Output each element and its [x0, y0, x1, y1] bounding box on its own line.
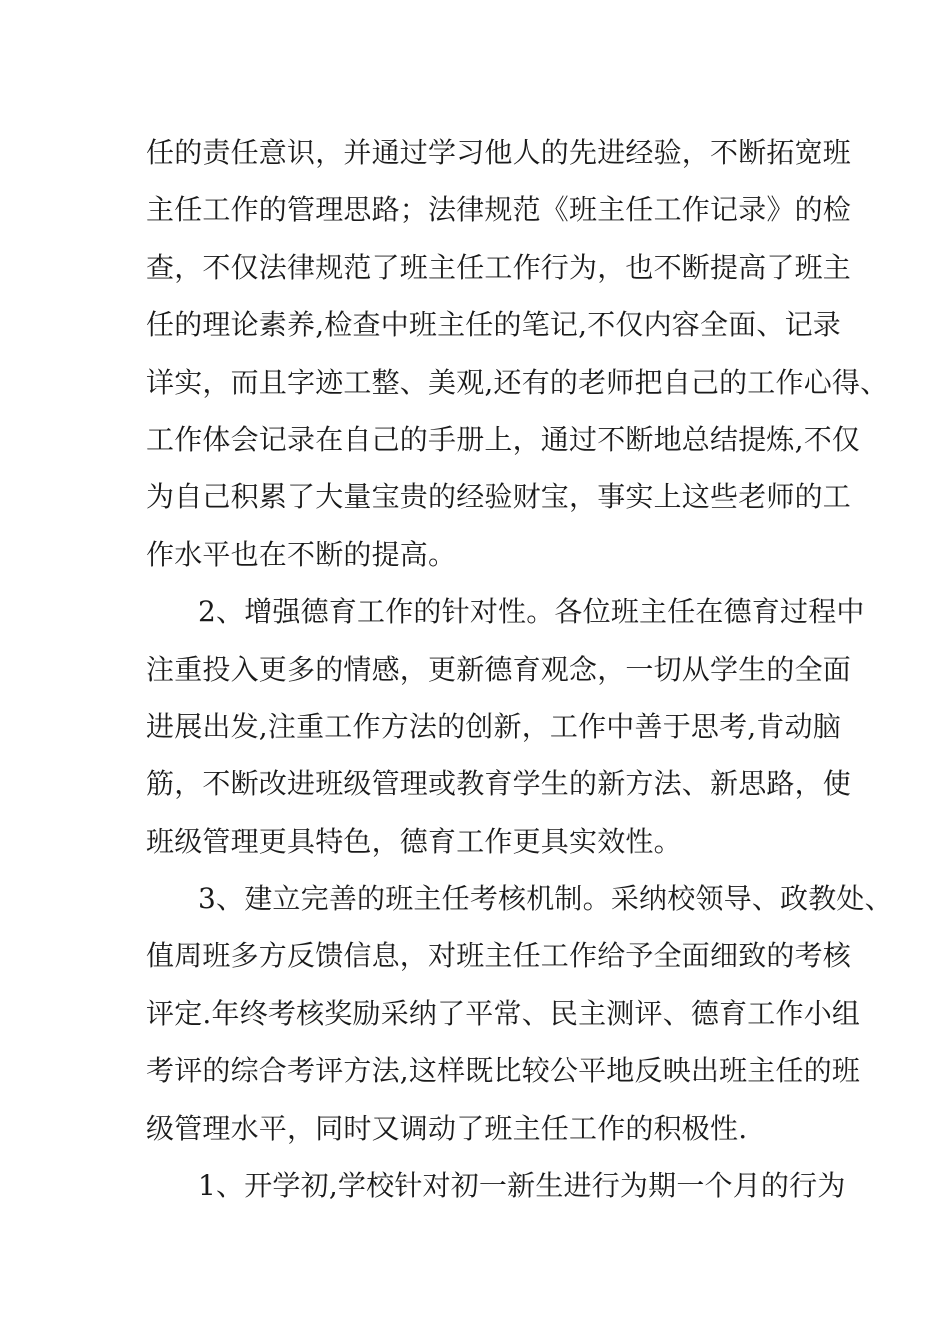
- text-line: 级管理水平，同时又调动了班主任工作的积极性.: [146, 1111, 748, 1145]
- text-line: 值周班多方反馈信息，对班主任工作给予全面细致的考核: [146, 939, 852, 973]
- text-line: 2、增强德育工作的针对性。各位班主任在德育过程中: [198, 595, 865, 629]
- text-line: 任的责任意识，并通过学习他人的先进经验，不断拓宽班: [146, 136, 852, 169]
- text-line: 主任工作的管理思路；法律规范《班主任工作记录》的检: [146, 193, 852, 227]
- paragraph-4: [146, 1161, 846, 1218]
- text-line: 任的理论素养,检查中班主任的笔记,不仅内容全面、记录: [146, 308, 842, 342]
- text-line: 注重投入更多的情感，更新德育观念，一切从学生的全面: [146, 652, 852, 686]
- text-line: 评定.年终考核奖励采纳了平常、民主测评、德育工作小组: [146, 996, 861, 1030]
- text-line: 详实，而且字迹工整、美观,还有的老师把自己的工作心得、: [146, 365, 889, 399]
- text-line: 筋，不断改进班级管理或教育学生的新方法、新思路，使: [146, 767, 852, 801]
- text-line: 考评的综合考评方法,这样既比较公平地反映出班主任的班: [146, 1054, 861, 1088]
- paragraph-1: [146, 128, 889, 587]
- text-line: 工作体会记录在自己的手册上，通过不断地总结提炼,不仅: [146, 422, 861, 456]
- text-line: 查，不仅法律规范了班主任工作行为，也不断提高了班主: [146, 250, 852, 284]
- text-line: 作水平也在不断的提高。: [146, 537, 457, 571]
- text-line: 班级管理更具特色，德育工作更具实效性。: [146, 824, 682, 858]
- text-line: 3、建立完善的班主任考核机制。采纳校领导、政教处、: [198, 882, 893, 916]
- text-line: 1、开学初,学校针对初一新生进行为期一个月的行为: [198, 1169, 846, 1203]
- text-line: 进展出发,注重工作方法的创新，工作中善于思考,肯动脑: [146, 709, 842, 743]
- paragraph-2: [146, 587, 865, 874]
- text-line: 为自己积累了大量宝贵的经验财宝，事实上这些老师的工: [146, 480, 852, 514]
- document-body: [146, 128, 893, 1218]
- paragraph-3: [146, 874, 893, 1161]
